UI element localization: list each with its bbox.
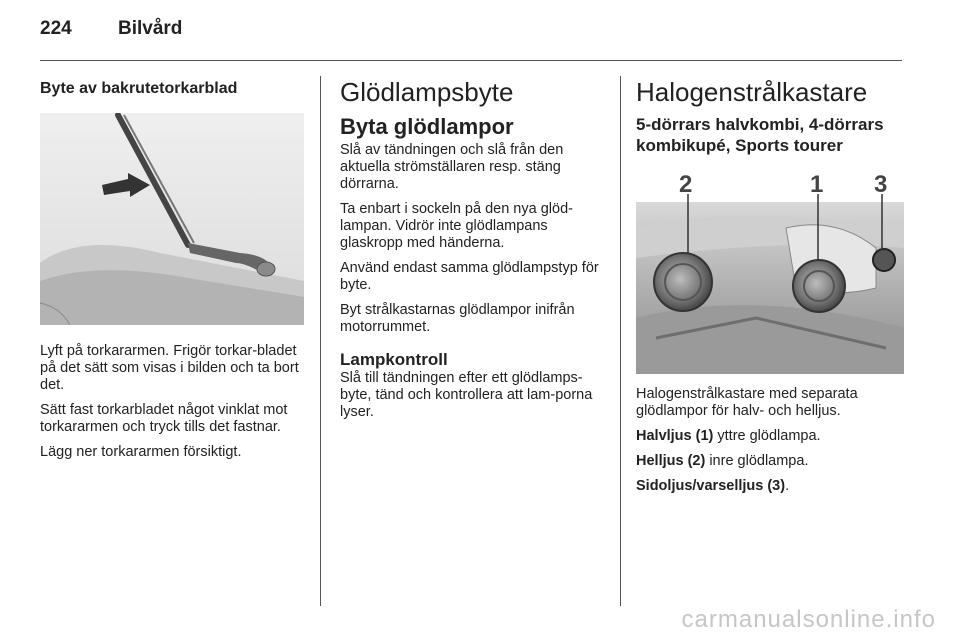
halogen-subtitle: 5-dörrars halvkombi, 4-dörrars kombikupé, Sports tourer xyxy=(636,115,884,155)
lamp-check-text: Slå till tändningen efter ett glödlamps-byte, tänd och kontrollera att lam-porna lyser. xyxy=(340,370,593,420)
wiper-step-2: Sätt fast torkarbladet något vinklat mot torkararmen och tryck tills det fastnar. xyxy=(40,402,288,435)
page-header xyxy=(40,18,182,40)
bulb-item-side-light: Sidoljus/varselljus (3). xyxy=(636,478,790,494)
bulb-change-p4: Byt strålkastarnas glödlampor inifrån motorrummet. xyxy=(340,302,575,335)
watermark: carmanualsonline.info xyxy=(681,606,936,633)
wiper-illustration xyxy=(40,113,304,325)
fig-label-3: 3 xyxy=(874,171,888,198)
wiper-step-1: Lyft på torkararmen. Frigör torkar-bladet på det sätt som visas i bilden och ta bort det. xyxy=(40,343,299,393)
page-title: Bilvård xyxy=(118,18,183,39)
wiper-step-3: Lägg ner torkararmen försiktigt. xyxy=(40,444,242,460)
halogen-title: Halogenstrålkastare xyxy=(636,77,868,107)
column-halogen xyxy=(636,76,904,503)
page-number: 224 xyxy=(40,18,72,39)
halogen-description: Halogenstrålkastare med separata glödlampor för halv- och helljus. xyxy=(636,386,858,419)
column-divider-2 xyxy=(620,76,621,606)
bulb-item-high-beam: Helljus (2) inre glödlampa. xyxy=(636,453,809,469)
bulb-change-p3: Använd endast samma glödlampstyp för byte. xyxy=(340,260,599,293)
fig-label-2: 2 xyxy=(679,171,693,198)
column-wiper xyxy=(40,76,304,469)
bulb-item-low-beam: Halvljus (1) yttre glödlampa. xyxy=(636,428,821,444)
lamp-check-heading: Lampkontroll xyxy=(340,350,448,369)
fig-label-1: 1 xyxy=(810,171,824,198)
wiper-heading: Byte av bakrutetorkarblad xyxy=(40,80,238,97)
header-divider xyxy=(40,60,902,61)
column-bulb-change xyxy=(340,76,606,429)
column-divider-1 xyxy=(320,76,321,606)
headlamp-illustration xyxy=(636,168,904,374)
bulb-change-p2: Ta enbart i sockeln på den nya glöd-lampan. Vidrör inte glödlampans glaskropp med händerna. xyxy=(340,201,573,251)
bulb-change-section: Byta glödlampor xyxy=(340,114,514,139)
bulb-change-title: Glödlampsbyte xyxy=(340,77,514,107)
bulb-change-p1: Slå av tändningen och slå från den aktuella strömställaren resp. stäng dörrarna. xyxy=(340,142,564,192)
